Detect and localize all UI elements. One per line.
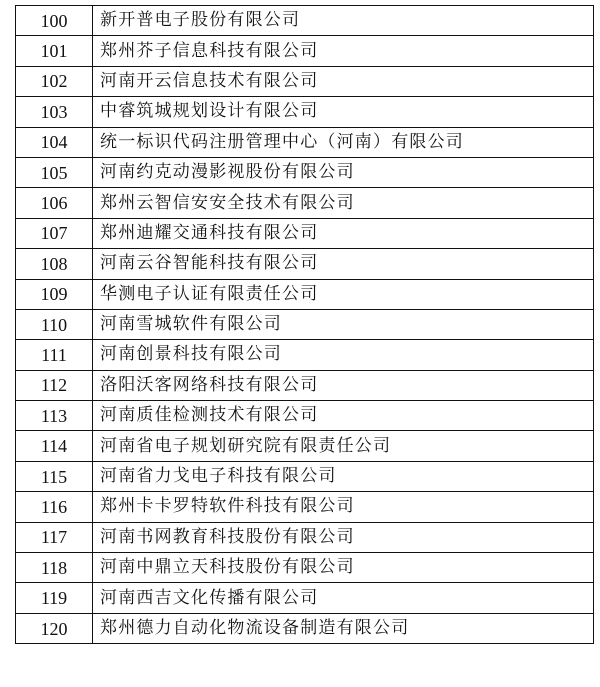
row-number-cell: 104 [16, 127, 93, 157]
row-number-cell: 107 [16, 218, 93, 248]
row-number-cell: 101 [16, 36, 93, 66]
row-number-cell: 116 [16, 492, 93, 522]
table-row [16, 97, 594, 127]
row-number-cell: 110 [16, 309, 93, 339]
company-name-cell: 洛阳沃客网络科技有限公司 [93, 370, 594, 400]
row-number-cell: 114 [16, 431, 93, 461]
table-row [16, 522, 594, 552]
table-row [16, 431, 594, 461]
company-name-cell: 郑州迪耀交通科技有限公司 [93, 218, 594, 248]
company-name-cell: 华测电子认证有限责任公司 [93, 279, 594, 309]
table-row [16, 249, 594, 279]
table-row [16, 461, 594, 491]
row-number-cell: 102 [16, 66, 93, 96]
row-number-cell: 113 [16, 401, 93, 431]
row-number-cell: 106 [16, 188, 93, 218]
row-number-cell: 105 [16, 157, 93, 187]
table-row [16, 6, 594, 36]
row-number-cell: 119 [16, 583, 93, 613]
table-row [16, 613, 594, 643]
company-name-cell: 河南西吉文化传播有限公司 [93, 583, 594, 613]
company-name-cell: 河南书网教育科技股份有限公司 [93, 522, 594, 552]
table-row [16, 279, 594, 309]
row-number-cell: 100 [16, 6, 93, 36]
company-name-cell: 郑州芥子信息科技有限公司 [93, 36, 594, 66]
table-row [16, 309, 594, 339]
company-name-cell: 河南云谷智能科技有限公司 [93, 249, 594, 279]
company-name-cell: 河南约克动漫影视股份有限公司 [93, 157, 594, 187]
table-row [16, 370, 594, 400]
company-name-cell: 河南开云信息技术有限公司 [93, 66, 594, 96]
table-row [16, 218, 594, 248]
row-number-cell: 109 [16, 279, 93, 309]
table-row [16, 553, 594, 583]
table-row [16, 36, 594, 66]
table-row [16, 583, 594, 613]
company-name-cell: 河南中鼎立天科技股份有限公司 [93, 553, 594, 583]
row-number-cell: 115 [16, 461, 93, 491]
row-number-cell: 108 [16, 249, 93, 279]
row-number-cell: 111 [16, 340, 93, 370]
table-row [16, 492, 594, 522]
company-name-cell: 中睿筑城规划设计有限公司 [93, 97, 594, 127]
table-row [16, 66, 594, 96]
company-name-cell: 新开普电子股份有限公司 [93, 6, 594, 36]
company-name-cell: 郑州卡卡罗特软件科技有限公司 [93, 492, 594, 522]
row-number-cell: 117 [16, 522, 93, 552]
company-name-cell: 河南省电子规划研究院有限责任公司 [93, 431, 594, 461]
company-name-cell: 河南雪城软件有限公司 [93, 309, 594, 339]
table-row [16, 188, 594, 218]
row-number-cell: 103 [16, 97, 93, 127]
company-name-cell: 河南创景科技有限公司 [93, 340, 594, 370]
table-row [16, 127, 594, 157]
company-name-cell: 郑州德力自动化物流设备制造有限公司 [93, 613, 594, 643]
row-number-cell: 118 [16, 553, 93, 583]
table-row [16, 401, 594, 431]
row-number-cell: 112 [16, 370, 93, 400]
company-name-cell: 河南质佳检测技术有限公司 [93, 401, 594, 431]
company-name-cell: 统一标识代码注册管理中心（河南）有限公司 [93, 127, 594, 157]
table-body [16, 6, 594, 644]
table-row [16, 157, 594, 187]
row-number-cell: 120 [16, 613, 93, 643]
company-list-table [15, 5, 594, 644]
table-row [16, 340, 594, 370]
company-name-cell: 河南省力戈电子科技有限公司 [93, 461, 594, 491]
company-name-cell: 郑州云智信安安全技术有限公司 [93, 188, 594, 218]
